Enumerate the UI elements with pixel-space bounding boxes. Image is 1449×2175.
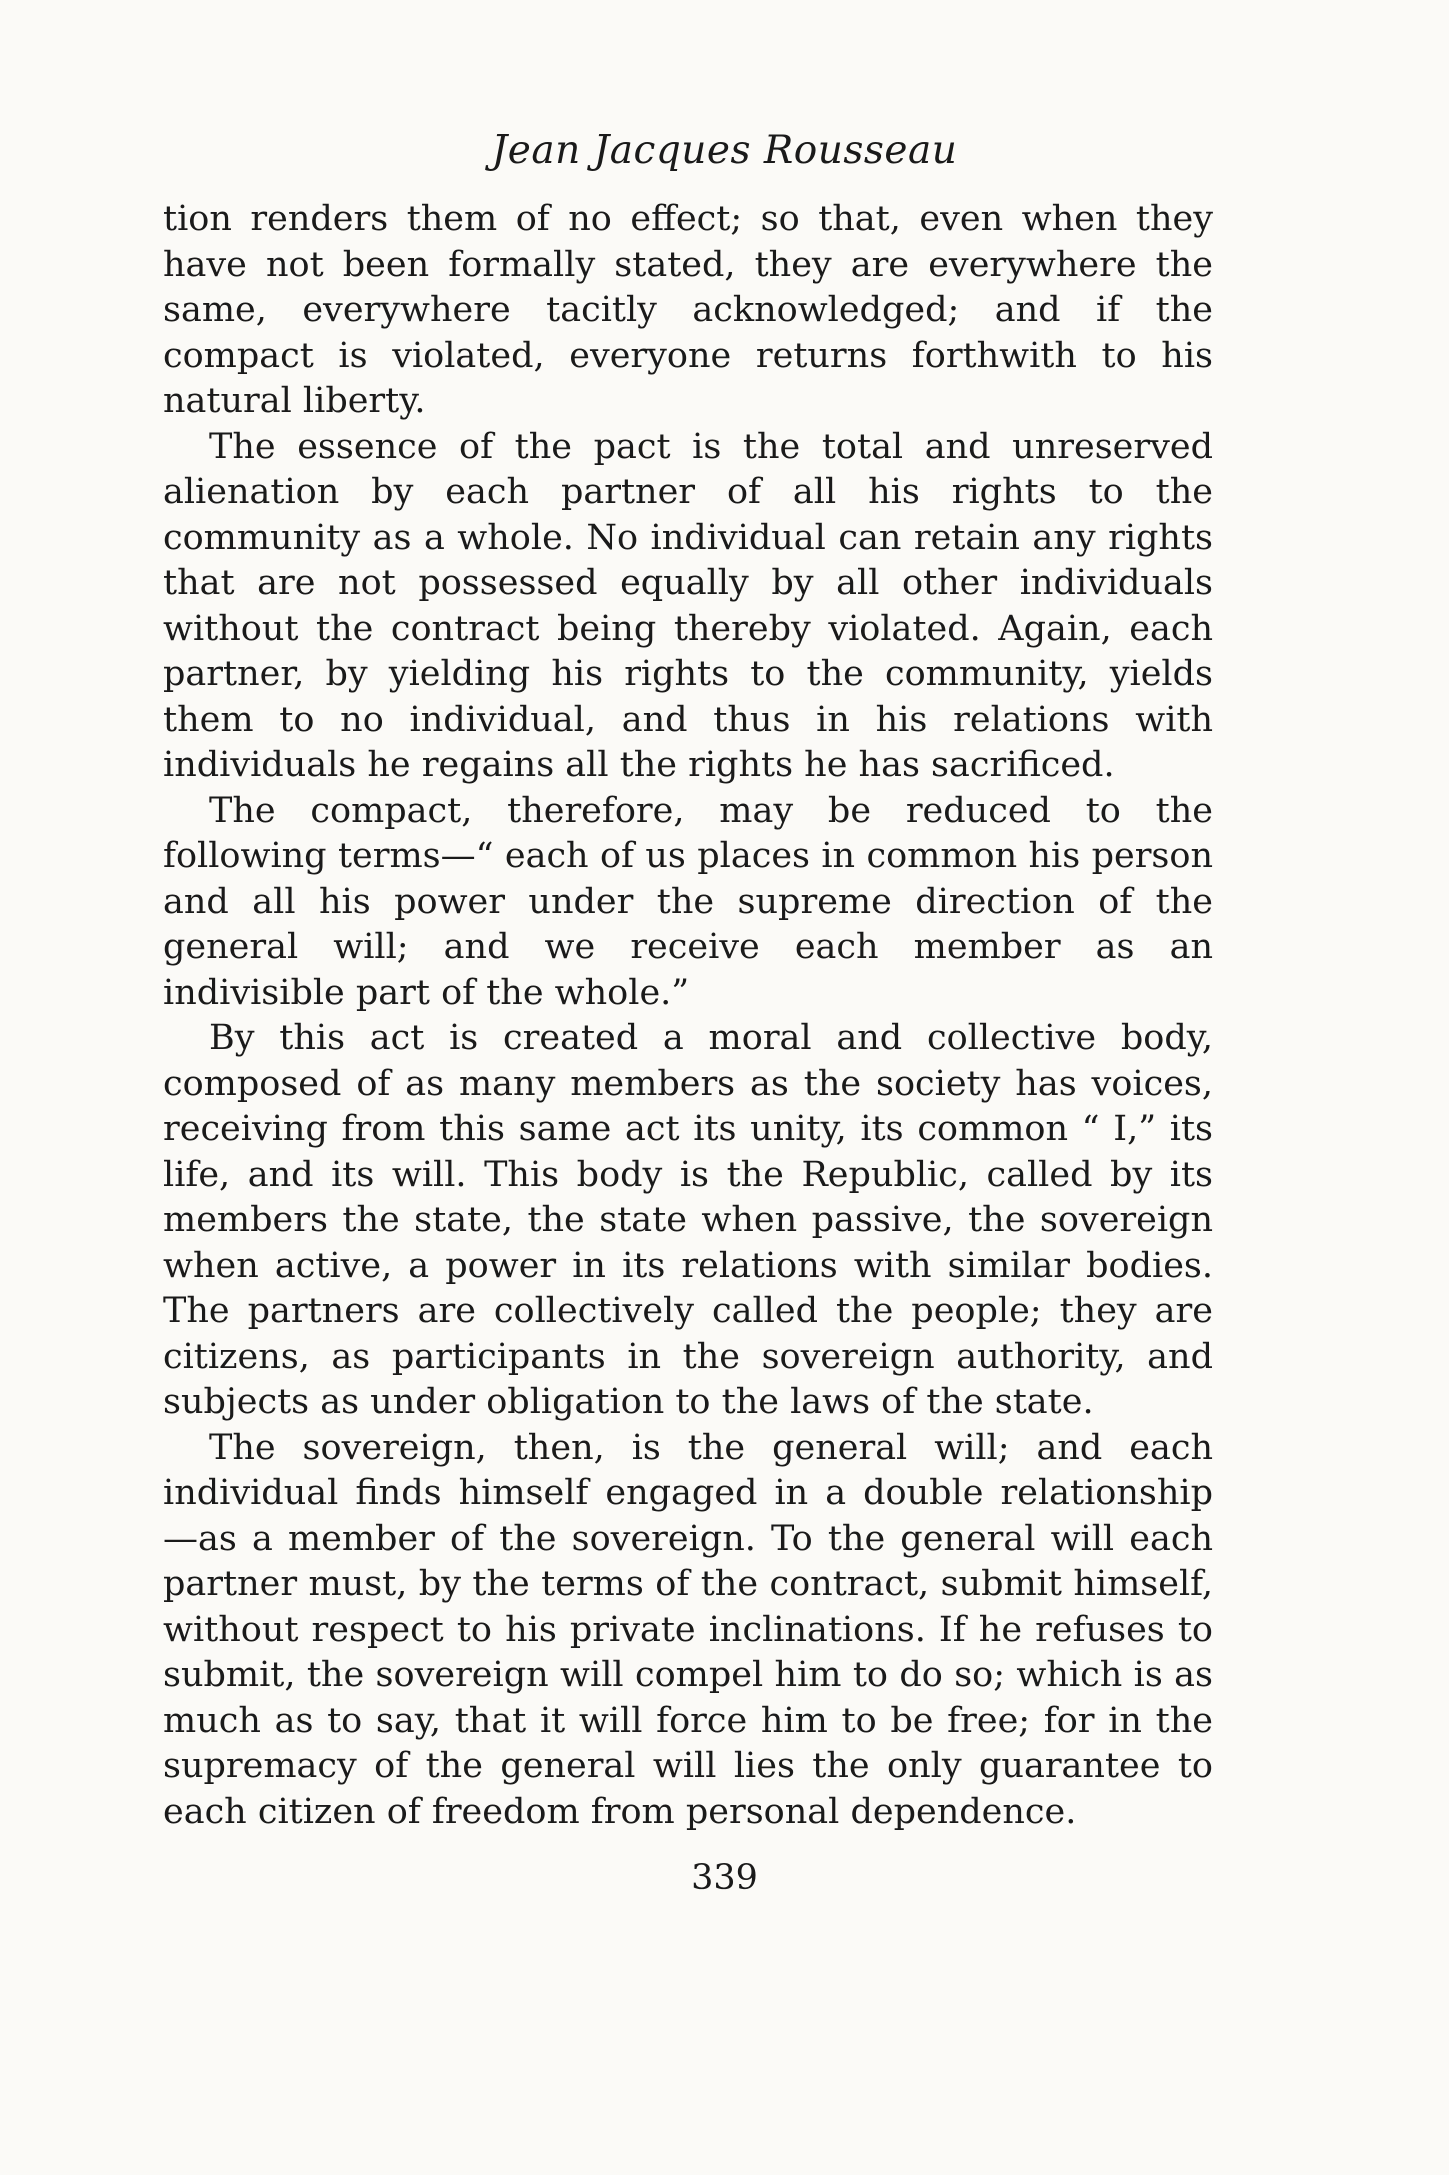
running-head: Jean Jacques Rousseau bbox=[491, 128, 958, 173]
page-number: 339 bbox=[691, 1858, 758, 1898]
paragraph-moral-body: By this act is created a moral and collective body, composed of as many members as the society has voices, receiving from this same act its unity, its common “ I,” its life, and its will. This body is the Republic, called by its members the state, the state when passive, the sovereign when active, a power in its relations with similar bodies. The partners are collectively called the people; they are citizens, as participants in the sovereign authority, and subjects as under obligation to the laws of the state. bbox=[163, 1018, 1213, 1422]
paragraph-compact-terms: The compact, therefore, may be reduced to the following terms—“ each of us places in common his person and all his power under the supreme direction of the general will; and we receive each member as an indivisible part of the whole.” bbox=[163, 790, 1213, 1013]
body-text bbox=[163, 197, 1213, 1835]
paragraph-essence-of-pact: The essence of the pact is the total and unreserved alienation by each partner of all his rights to the community as a whole. No individual can retain any rights that are not possessed equally by all other individuals without the contract being thereby violated. Again, each partner, by yielding his rights to the community, yields them to no individual, and thus in his relations with individuals he regains all the rights he has sacrificed. bbox=[163, 426, 1213, 785]
paragraph-continuation: tion renders them of no effect; so that, even when they have not been formally stated, they are everywhere the same, everywhere tacitly acknowledged; and if the compact is violated, everyone returns forthwith to his natural liberty. bbox=[163, 199, 1213, 421]
paragraph-sovereign: The sovereign, then, is the general will; and each individual finds himself engaged in a double relationship —as a member of the sovereign. To the general will each partner must, by the terms of the contract, submit himself, without respect to his private inclinations. If he refuses to submit, the sovereign will compel him to do so; which is as much as to say, that it will force him to be free; for in the supremacy of the general will lies the only guarantee to each citizen of freedom from personal dependence. bbox=[163, 1427, 1213, 1832]
